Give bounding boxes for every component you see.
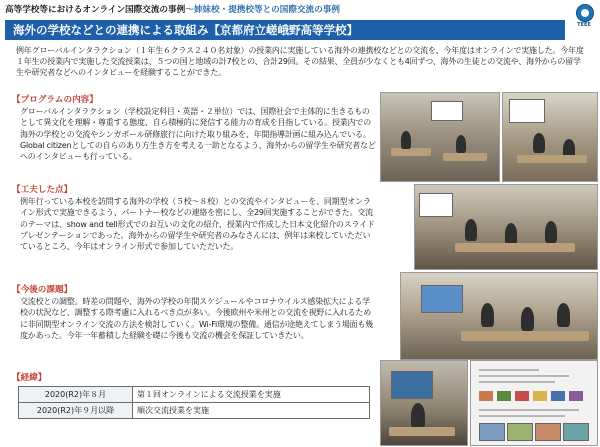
intro-paragraph: 例年グローバルインタラクション（１年生６クラス２４０名対象）の授業内に実施している海外の連携校などとの交流を、今年度はオンラインで実施した。今年度１年生の授業内で実施した交流授業は、５つの国と地域の計7校との、合計29回。その結果、全員が少なくとも4回ずつ、海外の生徒との交流や、海外からの留学生や研究者などへのインタビューを経験することができた。 bbox=[16, 46, 584, 78]
issues-heading: 【今後の課題】 bbox=[12, 285, 73, 295]
ingenuity-text: 例年行っている本校を訪問する海外の学校（５校～８校）との交流やインタビューを、同期型オンライン形式で実施できるよう、パートナー校などの連絡を密にし、全29回実施することができた。交流のテーマは、show and tell形式でのお互いの文化の紹介、授業内で作成した日本文化紹介のスライドプレゼンテーションであった。海外からの留学生や研究者のみなさんには、例年は来校していただいているところ、今年はオンライン形式で参加していただいた。 bbox=[20, 197, 375, 252]
history-table bbox=[18, 386, 370, 419]
ingenuity-heading: 【工夫した点】 bbox=[12, 185, 73, 195]
table-row bbox=[19, 403, 370, 419]
history-event: 第１回オンラインによる交流授業を実施 bbox=[133, 387, 370, 403]
history-date: 2020(R2)年８月 bbox=[19, 387, 133, 403]
issues-text: 交流校との調整。時差の問題や、海外の学校の年間スケジュールやコロナウイルス感染拡大による学校の状況など、調整する際考慮に入れるべき点が多い。今後欧州や米州との交流を視野に入れるために非同期型オンライン交流の方法を検討していく。Wi-Fi環境の整備。通信が途絶えてしまう場面も幾度かあった。今年一年蓄積した経験を礎に今後も交流の機会を保証していきたい。 bbox=[20, 297, 374, 340]
history-date: 2020(R2)年９月以降 bbox=[19, 403, 133, 419]
students-laptop-photo bbox=[400, 272, 598, 360]
history-heading: 【経緯】 bbox=[12, 373, 47, 383]
presentation-photo bbox=[380, 360, 468, 446]
logo-text: TEEE bbox=[577, 22, 591, 28]
organization-logo bbox=[573, 4, 595, 34]
classroom-photo bbox=[380, 92, 500, 182]
header-subtitle: ～姉妹校・提携校等との国際交流の事例 bbox=[185, 5, 340, 15]
page-header bbox=[5, 3, 565, 17]
program-text: グローバルインタラクション（学校設定科目・英語・２単位）では、国際社会で主体的に生きるものとして異文化を理解・尊重する態度、自ら積極的に発信する能力の育成を目指している。授業内での海外の学校との交流やシンガポール研修旅行に向けた取り組みを、年間指導計画に組み込んでいる。Global citizenとしての自らのあり方生き方を考える一助となるよう、海外からの留学生や研究者などへのインタビューも行っている。 bbox=[20, 107, 376, 162]
lab-photo bbox=[502, 92, 598, 182]
slide-screenshot bbox=[470, 360, 598, 446]
history-event: 順次交流授業を実施 bbox=[133, 403, 370, 419]
program-heading: 【プログラムの内容】 bbox=[12, 95, 98, 105]
header-category: 高等学校等におけるオンライン国際交流の事例 bbox=[5, 5, 186, 15]
online-class-photo bbox=[414, 184, 598, 270]
photo-collage bbox=[380, 92, 596, 444]
logo-emblem-icon bbox=[576, 4, 594, 22]
page-title: 海外の学校などとの連携による取組み【京都府立嵯峨野高等学校】 bbox=[5, 20, 565, 40]
table-row bbox=[19, 387, 370, 403]
